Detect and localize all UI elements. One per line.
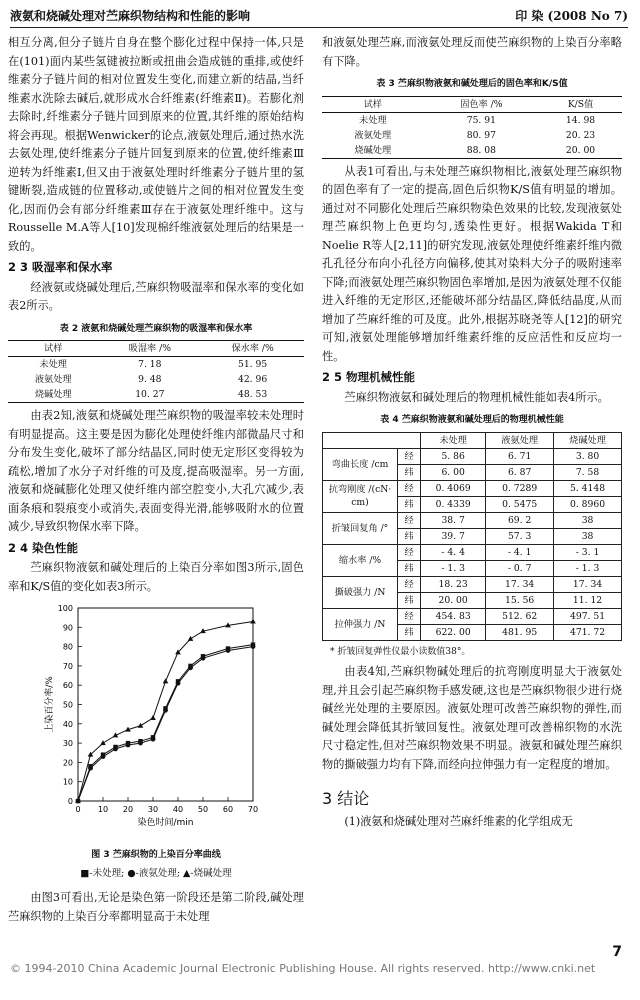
- section-heading: 2 5 物理机械性能: [322, 370, 416, 384]
- table-cell: 38: [554, 512, 622, 528]
- y-tick-label: 0: [67, 797, 73, 806]
- table-cell: 0. 8960: [554, 496, 622, 512]
- y-tick-label: 80: [62, 642, 73, 652]
- paragraph: 相互分离,但分子链片自身在整个膨化过程中保持一体,只是在(101)面内某些氢键被拉断或扭曲会造成链的重排,或使纤维素分子链片间的相对位置发生变化,而建立新的结晶,当纤维素水洗除去碱后,就形成水合纤维素(纤维素Ⅱ)。若膨化剂去除时,纤维素分子链片回到原来的位置,其纤维的原始结构将会再现。根据Wenwicker的论点,液氨处理后,通过热水洗去氨处理,使纤维素分子链片回复到原来的位置,使纤维素Ⅲ逆转为纤维素Ⅰ,但又由于液氨处理时纤维素分子链片里的氢键断裂,造成链的位置移动,或使链片之间的相对位置发生变化,因而仍会有部分纤维素Ⅲ存在于液氨处理纤维中。这与Rousselle M.A等人[10]发现棉纤维液氨处理后的结果是一致的。: [8, 36, 304, 253]
- table-note: * 折皱回复弹性仪最小读数值38°。: [330, 646, 471, 657]
- data-point-triangle: [150, 715, 156, 720]
- data-point-circle: [151, 737, 156, 742]
- dye-uptake-chart: [8, 596, 304, 846]
- data-point-circle: [138, 741, 143, 746]
- section-heading: 2 3 吸湿率和保水率: [8, 260, 113, 274]
- data-point-circle: [176, 681, 181, 686]
- y-tick-label: 30: [62, 739, 73, 749]
- table-cell: 11. 12: [554, 592, 622, 608]
- table-cell: 75. 91: [466, 114, 496, 126]
- data-point-circle: [163, 708, 168, 713]
- table-cell: 纬: [398, 464, 421, 480]
- table-cell: 纬: [398, 592, 421, 608]
- table-2-caption: 表 2 液氨和烧碱处理苎麻织物的吸湿率和保水率: [59, 323, 253, 334]
- table-cell: - 3. 1: [554, 544, 622, 560]
- paragraph: 由表4知,苎麻织物碱处理后的抗弯刚度明显大于液氨处理,并且会引起苎麻织物手感发硬,这也是苎麻织物很少进行烧碱丝光处理的主要原因。液氨处理可改善苎麻织物的弹性,而碱处理会降低其折皱回复性。液氨处理可改善棉织物的水洗尺寸稳定性,但对苎麻织物效果不明显。液氨和碱处理苎麻织物的撕破强力均有下降,而经向拉伸强力有一定程度的增加。: [322, 665, 622, 771]
- page-number: 7: [612, 944, 622, 960]
- table-header: K/S值: [567, 98, 594, 110]
- table-cell: 纬: [398, 560, 421, 576]
- table-3-caption: 表 3 苎麻织物液氨和碱处理后的固色率和K/S值: [376, 79, 568, 89]
- table-cell: - 4. 1: [486, 544, 554, 560]
- table-cell: 48. 53: [237, 389, 268, 400]
- table-cell: 454. 83: [421, 608, 486, 624]
- x-axis-label: 染色时间/min: [137, 818, 194, 828]
- table-cell: 9. 48: [138, 374, 162, 385]
- table-row: [322, 143, 622, 159]
- paragraph: 苎麻织物液氨和碱处理后的上染百分率如图3所示,固色率和K/S值的变化如表3所示。: [8, 561, 304, 593]
- table-cell: 6. 71: [486, 448, 554, 464]
- table-cell: 20. 00: [421, 592, 486, 608]
- section-heading: 3 结论: [322, 789, 370, 808]
- table-cell: 6. 87: [486, 464, 554, 480]
- x-tick-label: 30: [147, 805, 159, 814]
- table-row: [323, 544, 622, 560]
- table-cell: - 4. 4: [421, 544, 486, 560]
- table-cell: 烧碱处理: [354, 144, 392, 156]
- header-journal: 印 染 (2008 No 7): [515, 8, 628, 23]
- table-cell: 17. 34: [554, 576, 622, 592]
- table-cell: 57. 3: [486, 528, 554, 544]
- table-header: 吸湿率 /%: [128, 343, 171, 354]
- table-cell: 15. 56: [486, 592, 554, 608]
- paragraph: 从表1可看出,与未处理苎麻织物相比,液氨处理苎麻织物的固色率有了一定的提高,固色后织物K/S值有明显的增加。通过对不同膨化处理后苎麻织物染色效果的比较,发现液氨处理苎麻织物上色更均匀,透染性更好。根据Wakida T和Noelie R等人[2,11]的研究发现,液氨处理使纤维素纤维内微孔孔径分布向小孔径方向偏移,使其对染料大分子的吸附速率下降;而液氨处理苎麻织物固色率增加,是因为液氨处理不仅能进入纤维的无定形区,还能破坏部分结晶区,降低结晶度,从而增加了苎麻纤维的可及度。此外,根据苏晓尧等人[12]的研究可知,液氨处理能够增加纤维素纤维的反应活性和反应均一性。: [322, 164, 622, 363]
- data-point-triangle: [188, 636, 194, 641]
- data-point-triangle: [163, 678, 169, 683]
- x-tick-label: 10: [97, 805, 109, 814]
- table-cell: 88. 08: [466, 144, 496, 156]
- table-cell: 20. 23: [565, 129, 596, 141]
- table-header: 液氨处理: [486, 432, 554, 448]
- table-row: [8, 357, 304, 373]
- table-cell: 纬: [398, 624, 421, 640]
- y-tick-label: 90: [62, 623, 73, 633]
- figure-3-legend: ■-未处理; ●-液氨处理; ▲-烧碱处理: [80, 867, 232, 879]
- table-cell: 0. 5475: [486, 496, 554, 512]
- table-3: [322, 96, 622, 159]
- table-header: [323, 432, 421, 448]
- left-column: [8, 34, 304, 926]
- paragraph: 经液氨或烧碱处理后,苎麻织物吸湿率和保水率的变化如表2所示。: [8, 280, 304, 312]
- paragraph: 由表2知,液氨和烧碱处理苎麻织物的吸湿率较未处理时有明显提高。这主要是因为膨化处理使纤维内部微晶尺寸和分布发生变化,破坏了部分结晶区,同时使无定形区变得较为疏松,增加了水分子对纤维的可及度,提高吸湿率。另一方面,液氨和烧碱膨化处理又使纤维内部空腔变小,大孔穴减少,表面条痕和裂痕变小或消失,表面变得光滑,能够吸附水的位置减少,导致织物保水率下降。: [8, 409, 304, 533]
- figure-3-caption: 图 3 苎麻织物的上染百分率曲线: [91, 850, 221, 860]
- table-cell: 经: [398, 608, 421, 624]
- table-cell: - 0. 7: [486, 560, 554, 576]
- row-group-label: 撕破强力 /N: [323, 576, 398, 608]
- table-row: [323, 480, 622, 496]
- y-tick-label: 10: [62, 777, 73, 787]
- y-axis-label: 上染百分率/%: [45, 676, 55, 733]
- table-cell: 20. 00: [565, 144, 596, 156]
- table-row: [323, 608, 622, 624]
- table-cell: 5. 86: [421, 448, 486, 464]
- data-point-circle: [188, 665, 193, 670]
- x-tick-label: 20: [122, 805, 134, 814]
- table-cell: 未处理: [39, 359, 67, 370]
- table-cell: 液氨处理: [354, 129, 392, 141]
- y-tick-label: 100: [57, 604, 73, 613]
- footer-copyright: © 1994-2010 China Academic Journal Electronic Publishing House. All rights reserved. http://www.cnki.net: [10, 962, 596, 975]
- data-point-circle: [201, 656, 206, 661]
- x-tick-label: 0: [75, 805, 81, 814]
- data-point-triangle: [250, 619, 256, 624]
- row-group-label: 缩水率 /%: [323, 544, 398, 576]
- table-4-body: [323, 448, 622, 640]
- table-header: 试样: [363, 98, 382, 110]
- x-tick-label: 50: [197, 805, 209, 814]
- table-cell: 80. 97: [466, 129, 496, 141]
- table-cell: 17. 34: [486, 576, 554, 592]
- row-group-label: 抗弯刚度 /(cN· cm): [323, 480, 398, 512]
- y-tick-label: 50: [62, 700, 73, 710]
- table-cell: 经: [398, 448, 421, 464]
- x-tick-label: 70: [247, 805, 259, 814]
- table-cell: 经: [398, 512, 421, 528]
- table-4: [322, 432, 622, 641]
- table-row: [8, 387, 304, 403]
- table-cell: - 1. 3: [421, 560, 486, 576]
- series-line-circle: [78, 647, 253, 801]
- right-column: [322, 34, 622, 831]
- table-header: 试样: [44, 343, 63, 354]
- table-cell: 622. 00: [421, 624, 486, 640]
- table-cell: 38: [554, 528, 622, 544]
- x-tick-label: 40: [172, 805, 184, 814]
- table-cell: 6. 00: [421, 464, 486, 480]
- table-row: [8, 372, 304, 387]
- table-row: [322, 112, 622, 128]
- table-cell: - 1. 3: [554, 560, 622, 576]
- table-row: [323, 576, 622, 592]
- data-point-triangle: [138, 723, 144, 728]
- table-cell: 51. 95: [237, 359, 268, 370]
- table-header: 烧碱处理: [554, 432, 622, 448]
- table-cell: 39. 7: [421, 528, 486, 544]
- table-cell: 14. 98: [565, 114, 596, 126]
- data-point-circle: [126, 743, 131, 748]
- table-cell: 512. 62: [486, 608, 554, 624]
- table-cell: 经: [398, 544, 421, 560]
- table-header: 固色率 /%: [460, 98, 503, 110]
- header-title: 液氨和烧碱处理对苎麻织物结构和性能的影响: [10, 8, 251, 23]
- y-tick-label: 40: [62, 719, 73, 729]
- table-row: [322, 128, 622, 143]
- row-group-label: 折皱回复角 /°: [323, 512, 398, 544]
- paragraph: 由图3可看出,无论是染色第一阶段还是第二阶段,碱处理苎麻织物的上染百分率都明显高于未处理: [8, 891, 304, 923]
- table-cell: 69. 2: [486, 512, 554, 528]
- table-cell: 18. 23: [421, 576, 486, 592]
- table-cell: 纬: [398, 496, 421, 512]
- table-cell: 7. 58: [554, 464, 622, 480]
- paragraph: 苎麻织物液氨和碱处理后的物理机械性能如表4所示。: [344, 390, 609, 404]
- table-cell: 471. 72: [554, 624, 622, 640]
- table-cell: 481. 95: [486, 624, 554, 640]
- y-tick-label: 60: [62, 681, 73, 691]
- table-cell: 0. 7289: [486, 480, 554, 496]
- series-line-square: [78, 645, 253, 801]
- table-header: 保水率 /%: [231, 343, 274, 354]
- table-cell: 497. 51: [554, 608, 622, 624]
- row-group-label: 弯曲长度 /cm: [323, 448, 398, 480]
- table-cell: 7. 18: [138, 359, 162, 370]
- table-cell: 经: [398, 480, 421, 496]
- table-row: [323, 512, 622, 528]
- data-point-circle: [101, 754, 106, 759]
- paragraph: 和液氨处理苎麻,而液氨处理反而使苎麻织物的上染百分率略有下降。: [322, 36, 622, 68]
- table-cell: 38. 7: [421, 512, 486, 528]
- table-cell: 0. 4339: [421, 496, 486, 512]
- table-cell: 3. 80: [554, 448, 622, 464]
- data-point-circle: [113, 746, 118, 751]
- section-heading: 2 4 染色性能: [8, 540, 79, 555]
- table-header: 未处理: [421, 432, 486, 448]
- header-rule: [10, 27, 628, 28]
- table-4-caption: 表 4 苎麻织物液氨和碱处理后的物理机械性能: [380, 415, 564, 425]
- data-point-circle: [88, 766, 93, 771]
- plot-frame: [78, 608, 253, 801]
- data-point-circle: [226, 648, 231, 653]
- table-cell: 经: [398, 576, 421, 592]
- table-cell: 未处理: [359, 114, 387, 126]
- row-group-label: 拉伸强力 /N: [323, 608, 398, 640]
- table-cell: 纬: [398, 528, 421, 544]
- y-tick-label: 70: [62, 661, 73, 671]
- y-tick-label: 20: [62, 758, 73, 768]
- data-point-triangle: [100, 740, 106, 745]
- table-2: [8, 340, 304, 403]
- table-cell: 0. 4069: [421, 480, 486, 496]
- table-cell: 10. 27: [135, 389, 165, 400]
- table-cell: 液氨处理: [34, 374, 72, 385]
- table-cell: 5. 4148: [554, 480, 622, 496]
- data-point-circle: [251, 644, 256, 649]
- paragraph: (1)液氨和烧碱处理对苎麻纤维素的化学组成无: [344, 814, 573, 828]
- table-cell: 烧碱处理: [34, 389, 72, 400]
- running-header: [10, 6, 628, 24]
- figure-3: [8, 596, 304, 846]
- table-cell: 42. 96: [237, 374, 268, 385]
- table-row: [323, 448, 622, 464]
- x-tick-label: 60: [222, 805, 234, 814]
